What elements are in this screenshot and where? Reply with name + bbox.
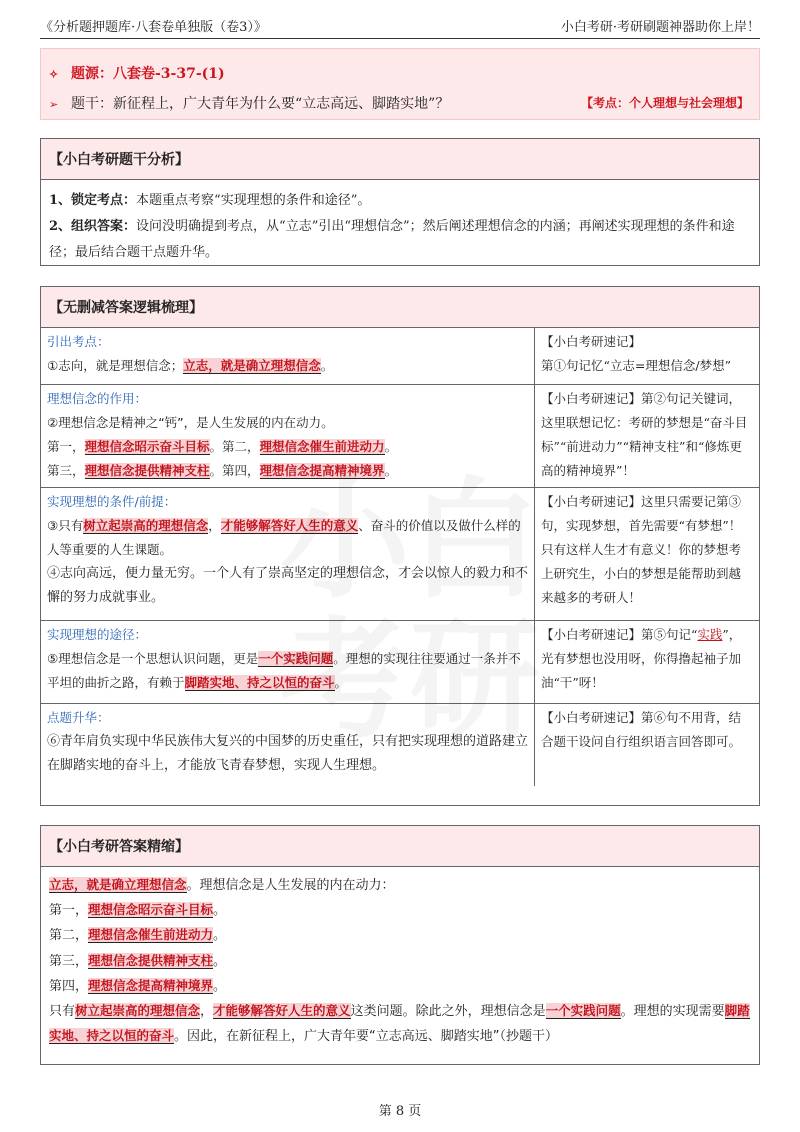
analysis-body [41,180,759,274]
question-stem: ➢ 题干：新征程上，广大青年为什么要“立志高远、脚踏实地”？ 【考点：个人理想与社会理想】 [49,96,749,112]
memo-note: 【小白考研速记】 第①句记忆“立志=理想信念/梦想” [541,334,731,373]
logic-panel [40,286,760,806]
topic-tag: 【考点：个人理想与社会理想】 [580,96,749,110]
analysis-panel [40,138,760,266]
memo-note: 【小白考研速记】第⑥句不用背，结合题干设问自行组织语言回答即可。 [535,704,760,787]
section-heading: 理想信念的作用： [47,391,148,406]
question-source: ✧ 题源：八套卷-3-37-(1) [49,66,225,82]
analysis-point-2: 2、组织答案：设问没明确提到考点，从“立志”引出“理想信念”；然后阐述理想信念的内涵；再阐述实现理想的条件和途径；最后结合题干点题升华。 [49,219,735,260]
logic-table [41,328,759,786]
diamond-icon: ✧ [49,68,59,81]
section-heading: 实现理想的途径： [47,627,148,642]
question-source-box [40,48,760,120]
analysis-point-1: 1、锁定考点：本题重点考察“实现理想的条件和途径”。 [49,193,371,208]
summary-body: 立志，就是确立理想信念。理想信念是人生发展的内在动力： 第一，理想信念昭示奋斗目标。 第二，理想信念催生前进动力。 第三，理想信念提供精神支柱。 第四，理想信念提高精神境界。 只有树立起崇高的理想信念，才能够解答好人生的意义这类问题。除此之外，理想信念是一个实践问题。理想的实现需要脚踏实地、持之以恒的奋斗。因此，在新征程上，广大青年要“立志高远、脚踏实地”（抄题干） [49,877,750,1045]
table-row: 引出考点： ①志向，就是理想信念；立志，就是确立理想信念。 【小白考研速记】 第①句记忆“立志=理想信念/梦想” [41,328,759,385]
memo-note: 【小白考研速记】这里只需要记第③句，实现梦想，首先需要“有梦想”！只有这样人生才有意义！你的梦想考上研究生，小白的梦想是能帮助到越来越多的考研人！ [535,488,760,621]
header-slogan: 小白考研·考研刷题神器助你上岸！ [560,19,760,35]
table-row: 点题升华： ⑥青年肩负实现中华民族伟大复兴的中国梦的历史重任，只有把实现理想的道路建立在脚踏实地的奋斗上，才能放飞青春梦想，实现人生理想。 【小白考研速记】第⑥句不用背，结合题干设问自行组织语言回答即可。 [41,704,759,787]
page-number: 第 8 页 [378,1104,422,1119]
summary-panel [40,825,760,1065]
section-heading: 引出考点： [47,334,110,349]
page-header [40,12,760,39]
logic-title: 【无删减答案逻辑梳理】 [41,287,759,328]
arrow-bullet-icon: ➢ [49,98,59,111]
section-heading: 点题升华： [47,710,110,725]
memo-note: 【小白考研速记】第②句记关键词，这里联想记忆：考研的梦想是“奋斗目标”“前进动力”“精神支柱”和“修炼更高的精神境界”！ [535,385,760,488]
table-row: 实现理想的途径： ⑤理想信念是一个思想认识问题，更是一个实践问题。理想的实现往往要通过一条并不平坦的曲折之路，有赖于脚踏实地、持之以恒的奋斗。 【小白考研速记】第⑤句记“实践”，光有梦想也没用呀，你得撸起袖子加油“干”呀！ [41,621,759,704]
section-heading: 实现理想的条件/前提： [47,494,177,509]
table-row: 实现理想的条件/前提： ③只有树立起崇高的理想信念，才能够解答好人生的意义、奋斗的价值以及做什么样的人等重要的人生课题。 ④志向高远，便力量无穷。一个人有了崇高坚定的理想信念，才会以惊人的毅力和不懈的努力成就事业。 【小白考研速记】这里只需要记第③句，实现梦想，首先需要“有梦想”！只有这样人生才有意义！你的梦想考上研究生，小白的梦想是能帮助到越来越多的考研人！ [41,488,759,621]
summary-title: 【小白考研答案精缩】 [41,826,759,867]
header-doc-title: 《分析题押题库·八套卷单独版（卷3）》 [40,19,267,35]
memo-note: 【小白考研速记】第⑤句记“实践”，光有梦想也没用呀，你得撸起袖子加油“干”呀！ [535,621,760,704]
table-row: 理想信念的作用： ②理想信念是精神之“钙”，是人生发展的内在动力。 第一，理想信念昭示奋斗目标。第二，理想信念催生前进动力。 第三，理想信念提供精神支柱。第四，理想信念提高精神境界。 【小白考研速记】第②句记关键词，这里联想记忆：考研的梦想是“奋斗目标”“前进动力”“精神支柱”和“修炼更高的精神境界”！ [41,385,759,488]
analysis-title: 【小白考研题干分析】 [41,139,759,180]
